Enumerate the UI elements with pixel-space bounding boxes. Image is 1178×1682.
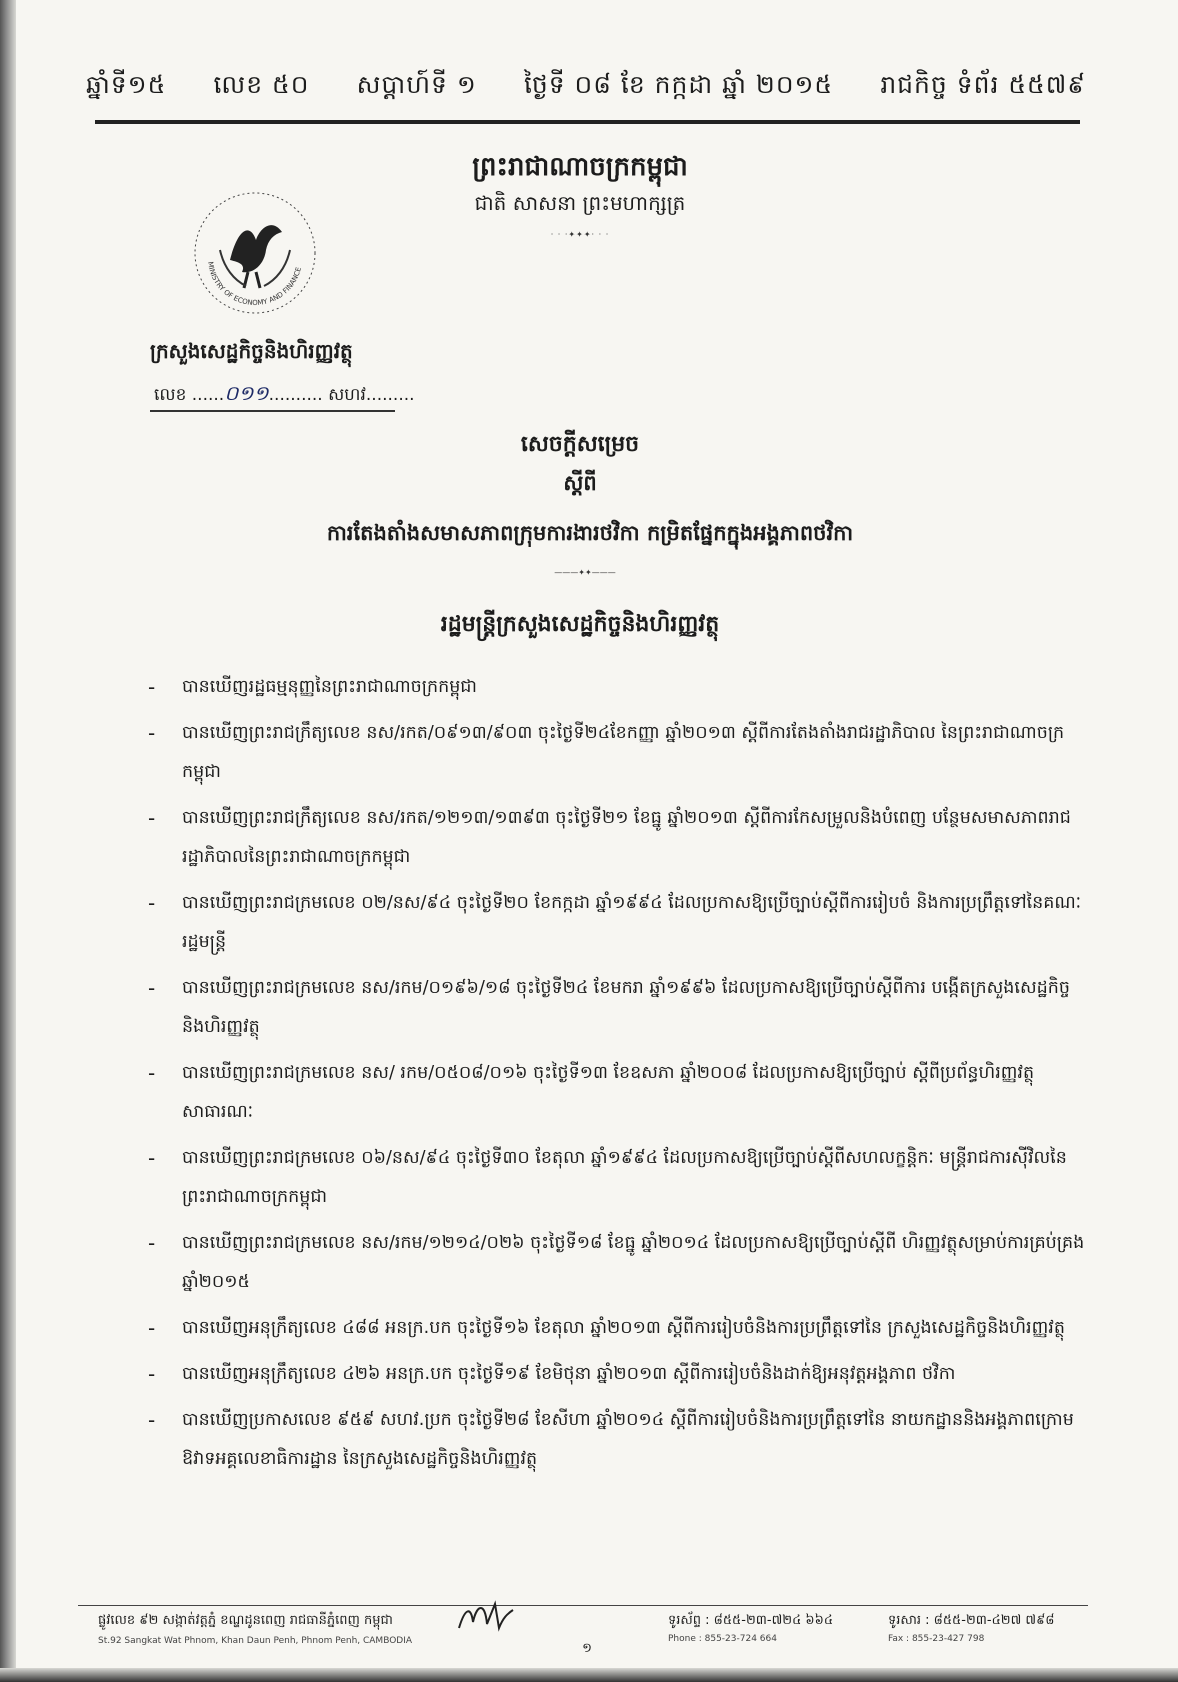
list-item: - បានឃើញព្រះរាជក្រមលេខ ០៦/នស/៩៤ ចុះថ្ងៃទី៣០ ខែតុលា ឆ្នាំ១៩៩៤ ដែលប្រកាសឱ្យប្រើច្បាប់ស្តីពីសហលក្ខន្តិកៈ មន្ត្រីរាជការស៊ីវិលនៃព្រះរាជាណាចក្រកម្ពុជា — [148, 1146, 1067, 1207]
ministry-seal-icon — [190, 188, 320, 318]
header-divider — [95, 120, 1080, 124]
page-number: ១ — [582, 1641, 592, 1656]
ornament-divider-2: ———✦✦——— — [554, 568, 616, 577]
ministry-name: ក្រសួងសេដ្ឋកិច្ចនិងហិរញ្ញវត្ថុ — [150, 339, 353, 363]
gazette-week: សប្តាហ៍ទី ១ — [356, 70, 477, 99]
list-item: - បានឃើញព្រះរាជក្រមលេខ នស/រកម/០១៩៦/១៨ ចុះថ្ងៃទី២៤ ខែមករា ឆ្នាំ១៩៩៦ ដែលប្រកាសឱ្យប្រើច្បាប់ស្តីពីការ បង្កើតក្រសួងសេដ្ឋកិច្ចនិងហិរញ្ញវត្ថុ — [148, 976, 1070, 1037]
footer-fax-km: ទូរសារ : ៨៥៥-២៣-៤២៧ ៧៩៨ — [888, 1613, 1055, 1628]
footer-phone-en: Phone : 855-23-724 664 — [668, 1634, 777, 1644]
scan-bottom-edge — [0, 1668, 1178, 1682]
gazette-date: ថ្ងៃទី ០៨ ខែ កក្កដា ឆ្នាំ ២០១៥ — [523, 70, 834, 99]
list-item: - បានឃើញប្រកាសលេខ ៩៥៩ សហវ.ប្រក ចុះថ្ងៃទី២៨ ខែសីហា ឆ្នាំ២០១៤ ស្តីពីការរៀបចំនិងការប្រព្រឹត្តទៅនៃ នាយកដ្ឋាននិងអង្គភាពក្រោមឱវាទអគ្គលេខាធិការដ្ឋាន នៃក្រសួងសេដ្ឋកិច្ចនិងហិរញ្ញវត្ថុ — [148, 1408, 1074, 1469]
gazette-issue: លេខ ៥០ — [213, 70, 310, 99]
ref-number: ០១១ — [224, 381, 269, 405]
list-item: - បានឃើញព្រះរាជក្រមលេខ នស/រកម/១២១៤/០២៦ ចុះថ្ងៃទី១៨ ខែធ្នូ ឆ្នាំ២០១៤ ដែលប្រកាសឱ្យប្រើច្បាប់ស្តីពី ហិរញ្ញវត្ថុសម្រាប់ការគ្រប់គ្រងឆ្នាំ២០១៥ — [148, 1231, 1085, 1292]
seal-text: MINISTRY OF ECONOMY AND FINANCE — [206, 261, 303, 308]
footer-address-en: St.92 Sangkat Wat Phnom, Khan Daun Penh, Phnom Penh, CAMBODIA — [98, 1636, 413, 1646]
ref-underline — [150, 410, 395, 412]
kingdom-title: ព្រះរាជាណាចក្រកម្ពុជា — [472, 152, 688, 182]
footer-address-km: ផ្លូវលេខ ៩២ សង្កាត់វត្តភ្នំ ខណ្ឌដូនពេញ រាជធានីភ្នំពេញ កម្ពុជា — [98, 1613, 393, 1628]
concerning-label: ស្តីពី — [563, 471, 597, 495]
list-item: - បានឃើញរដ្ឋធម្មនុញ្ញនៃព្រះរាជាណាចក្រកម្ពុជា — [148, 675, 477, 699]
document-subject: ការតែងតាំងសមាសភាពក្រុមការងារថវិកា កម្រិតផ្នែកក្នុងអង្គភាពថវិកា — [326, 521, 854, 545]
scan-edge — [0, 0, 16, 1682]
list-item: - បានឃើញព្រះរាជក្រមលេខ នស/ រកម/០៥០៨/០១៦ ចុះថ្ងៃទី១៣ ខែឧសភា ឆ្នាំ២០០៨ ដែលប្រកាសឱ្យប្រើច្បាប់ ស្តីពីប្រព័ន្ធហិរញ្ញវត្ថុសាធារណៈ — [148, 1061, 1035, 1122]
gazette-page: រាជកិច្ច ទំព័រ ៥៥៧៩ — [880, 70, 1086, 99]
gazette-header — [86, 70, 1086, 106]
national-motto: ជាតិ សាសនា ព្រះមហាក្សត្រ — [474, 191, 686, 215]
list-item: - បានឃើញអនុក្រឹត្យលេខ ៤២៦ អនក្រ.បក ចុះថ្ងៃទី១៩ ខែមិថុនា ឆ្នាំ២០១៣ ស្តីពីការរៀបចំនិងដាក់ឱ្យអនុវត្តអង្គភាព ថវិកា — [148, 1362, 956, 1386]
initials-signature-icon — [455, 1598, 515, 1636]
gazette-year: ឆ្នាំទី១៥ — [86, 70, 167, 99]
ref-label: លេខ — [154, 385, 187, 405]
list-item: - បានឃើញព្រះរាជក្រមលេខ ០២/នស/៩៤ ចុះថ្ងៃទី២០ ខែកក្កដា ឆ្នាំ១៩៩៤ ដែលប្រកាសឱ្យប្រើច្បាប់ស្តីពីការរៀបចំ និងការប្រព្រឹត្តទៅនៃគណៈរដ្ឋមន្ត្រី — [148, 891, 1082, 952]
ref-suffix: សហវ. — [328, 385, 372, 405]
list-item: - បានឃើញព្រះរាជក្រឹត្យលេខ នស/រកត/១២១៣/១៣៩៣ ចុះថ្ងៃទី២១ ខែធ្នូ ឆ្នាំ២០១៣ ស្តីពីការកែសម្រួលនិងបំពេញ បន្ថែមសមាសភាពរាជរដ្ឋាភិបាលនៃព្រះរាជាណាចក្រកម្ពុជា — [148, 806, 1071, 867]
reference-number: លេខ ......០១១.......... សហវ......... — [154, 381, 415, 405]
footer-divider — [78, 1605, 1088, 1606]
footer-phone-km: ទូរស័ព្ទ : ៨៥៥-២៣-៧២៤ ៦៦៤ — [668, 1613, 834, 1628]
list-item: - បានឃើញអនុក្រឹត្យលេខ ៤៨៨ អនក្រ.បក ចុះថ្ងៃទី១៦ ខែតុលា ឆ្នាំ២០១៣ ស្តីពីការរៀបចំនិងការប្រព្រឹត្តទៅនៃ ក្រសួងសេដ្ឋកិច្ចនិងហិរញ្ញវត្ថុ — [148, 1316, 1065, 1340]
list-item: - បានឃើញព្រះរាជក្រឹត្យលេខ នស/រកត/០៩១៣/៩០៣ ចុះថ្ងៃទី២៤ខែកញ្ញា ឆ្នាំ២០១៣ ស្តីពីការតែងតាំងរាជរដ្ឋាភិបាល នៃព្រះរាជាណាចក្រកម្ពុជា — [148, 721, 1065, 782]
footer-fax-en: Fax : 855-23-427 798 — [888, 1634, 985, 1644]
minister-heading: រដ្ឋមន្ត្រីក្រសួងសេដ្ឋកិច្ចនិងហិរញ្ញវត្ថុ — [440, 612, 720, 637]
ornament-divider: · · ·✦✦✦· · · — [550, 230, 610, 239]
document-title: សេចក្តីសម្រេច — [520, 432, 640, 457]
considerations-list — [140, 668, 1085, 1486]
